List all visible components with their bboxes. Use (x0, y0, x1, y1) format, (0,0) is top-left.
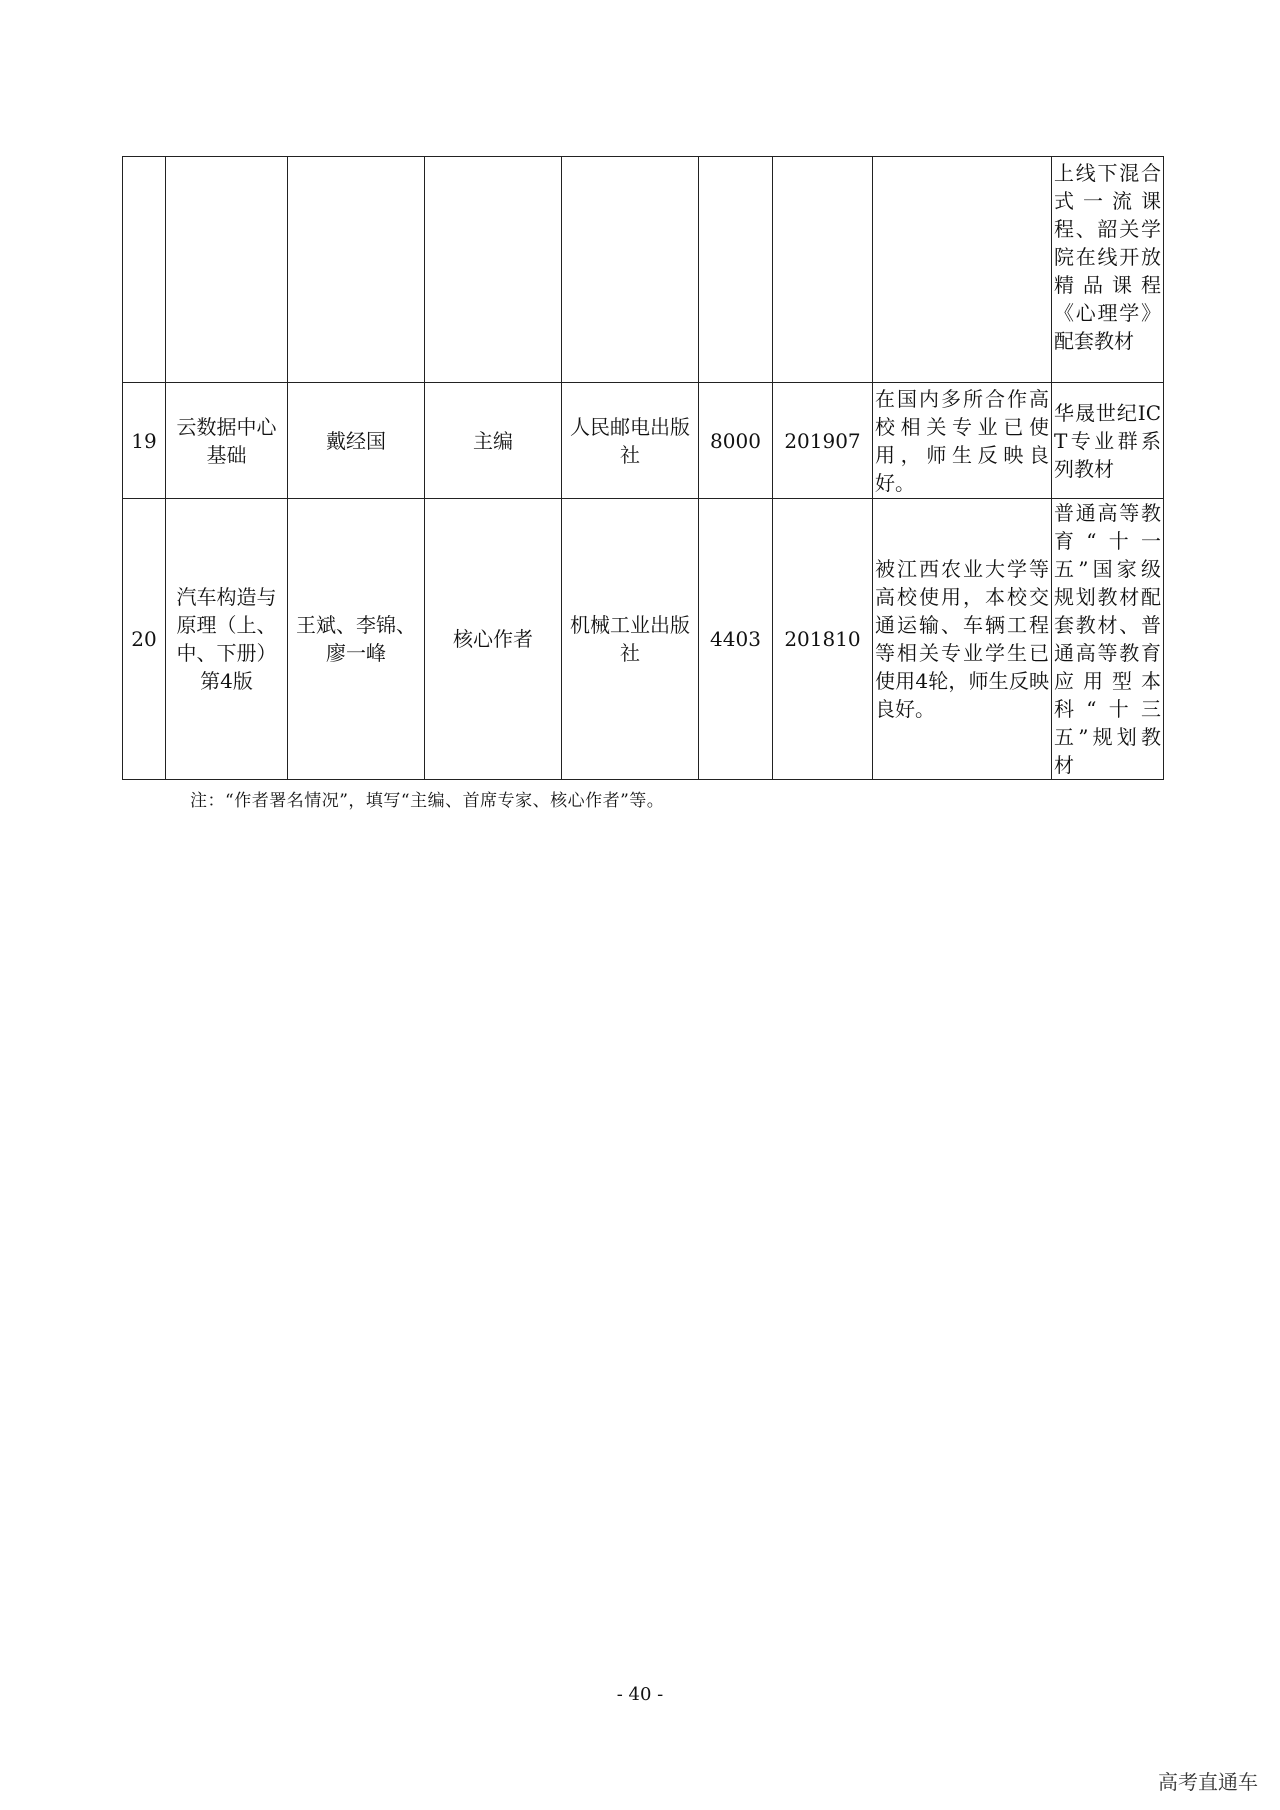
cell-no: 20 (123, 499, 166, 780)
cell-date (773, 157, 873, 383)
cell-count: 4403 (699, 499, 773, 780)
cell-role: 核心作者 (425, 499, 562, 780)
cell-usage: 在国内多所合作高校相关专业已使用，师生反映良好。 (873, 383, 1052, 499)
cell-authors (288, 157, 425, 383)
cell-honor: 普通高等教育“十一五”国家级规划教材配套教材、普通高等教育应用型本科“十三五”规划教材 (1052, 499, 1164, 780)
cell-usage (873, 157, 1052, 383)
cell-role (425, 157, 562, 383)
cell-honor: 华晟世纪ICT专业群系列教材 (1052, 383, 1164, 499)
cell-authors: 戴经国 (288, 383, 425, 499)
cell-publisher (562, 157, 699, 383)
cell-no (123, 157, 166, 383)
table-note: 注：“作者署名情况”，填写“主编、首席专家、核心作者”等。 (190, 791, 665, 811)
watermark: 高考直通车 (1158, 1770, 1258, 1794)
cell-usage: 被江西农业大学等高校使用，本校交通运输、车辆工程等相关专业学生已使用4轮，师生反映良好。 (873, 499, 1052, 780)
table-row (123, 383, 1164, 499)
cell-count (699, 157, 773, 383)
cell-count: 8000 (699, 383, 773, 499)
cell-date: 201907 (773, 383, 873, 499)
cell-title: 云数据中心基础 (166, 383, 288, 499)
page-number: - 40 - (616, 1684, 664, 1705)
cell-authors: 王斌、李锦、廖一峰 (288, 499, 425, 780)
cell-date: 201810 (773, 499, 873, 780)
textbook-table (122, 156, 1164, 780)
cell-role: 主编 (425, 383, 562, 499)
table-row (123, 157, 1164, 383)
cell-title: 汽车构造与原理（上、中、下册）第4版 (166, 499, 288, 780)
cell-honor: 上线下混合式一流课程、韶关学院在线开放精品课程《心理学》配套教材 (1052, 157, 1164, 383)
cell-no: 19 (123, 383, 166, 499)
cell-publisher: 人民邮电出版社 (562, 383, 699, 499)
table-row (123, 499, 1164, 780)
cell-publisher: 机械工业出版社 (562, 499, 699, 780)
cell-title (166, 157, 288, 383)
